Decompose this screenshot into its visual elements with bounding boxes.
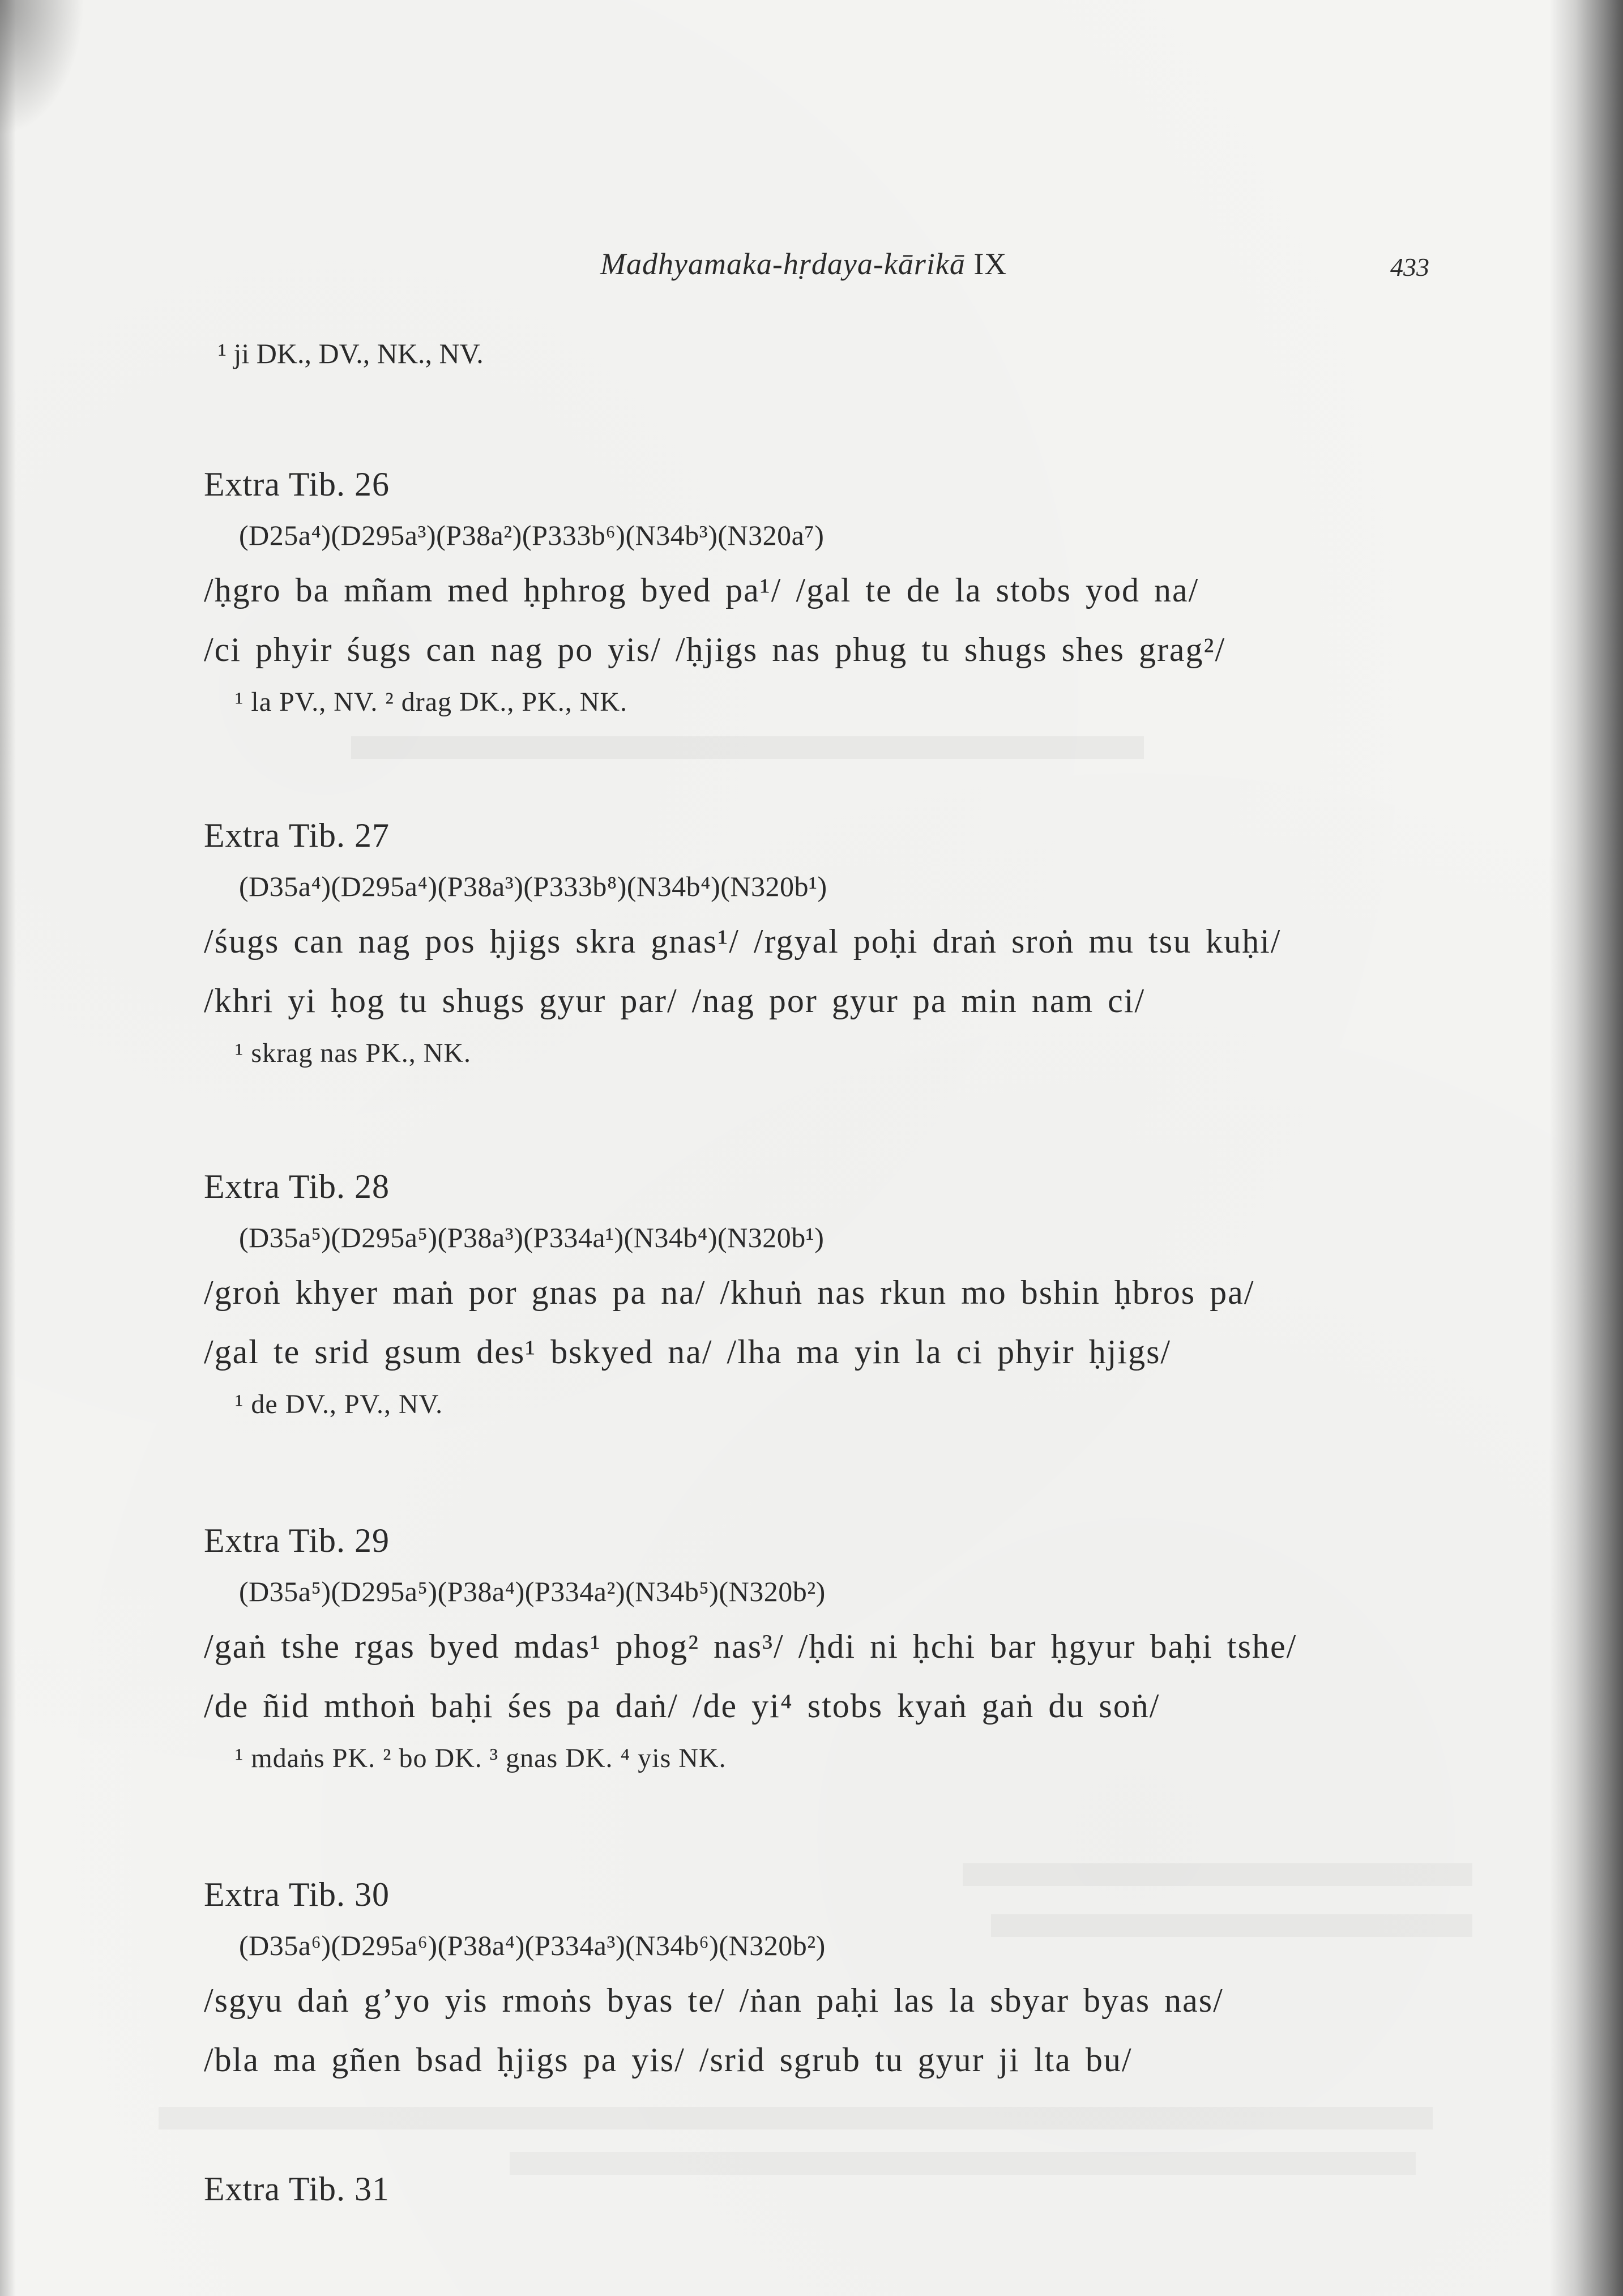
verse-line: /de ñid mthoṅ baḥi śes pa daṅ/ /de yi⁴ stobs kyaṅ gaṅ du soṅ/ bbox=[204, 1687, 1160, 1725]
section-references: (D35a⁵)(D295a⁵)(P38a³)(P334a¹)(N34b⁴)(N320b¹) bbox=[239, 1222, 825, 1253]
verse-line: /gal te srid gsum des¹ bskyed na/ /lha ma yin la ci phyir ḥjigs/ bbox=[204, 1333, 1172, 1371]
verse-line: /gaṅ tshe rgas byed mdas¹ phog² nas³/ /ḥdi ni ḥchi bar ḥgyur baḥi tshe/ bbox=[204, 1628, 1297, 1665]
top-footnote: ¹ ji DK., DV., NK., NV. bbox=[218, 338, 484, 369]
section-heading: Extra Tib. 26 bbox=[204, 466, 390, 503]
page-number: 433 bbox=[1390, 253, 1429, 281]
show-through-4 bbox=[159, 2107, 1433, 2129]
section-extra-tib-30 bbox=[204, 1869, 1506, 2090]
section-footnote: ¹ skrag nas PK., NK. bbox=[235, 1038, 472, 1068]
section-extra-tib-27 bbox=[204, 810, 1506, 1082]
section-references: (D25a⁴)(D295a³)(P38a²)(P333b⁶)(N34b³)(N320a⁷) bbox=[239, 519, 825, 551]
verse-line: /ci phyir śugs can nag po yis/ /ḥjigs nas phug tu shugs shes grag²/ bbox=[204, 631, 1226, 668]
section-footnote: ¹ la PV., NV. ² drag DK., PK., NK. bbox=[235, 687, 628, 717]
section-extra-tib-26 bbox=[204, 459, 1506, 731]
section-heading: Extra Tib. 27 bbox=[204, 817, 390, 854]
running-head bbox=[600, 246, 1007, 281]
section-heading: Extra Tib. 29 bbox=[204, 1522, 390, 1559]
section-heading: Extra Tib. 28 bbox=[204, 1168, 390, 1205]
verse-line: /khri yi ḥog tu shugs gyur par/ /nag por gyur pa min nam ci/ bbox=[204, 982, 1146, 1019]
verse-line: /sgyu daṅ g’yo yis rmoṅs byas te/ /ṅan paḥi las la sbyar byas nas/ bbox=[204, 1982, 1224, 2019]
section-footnote: ¹ mdaṅs PK. ² bo DK. ³ gnas DK. ⁴ yis NK. bbox=[235, 1743, 727, 1773]
section-extra-tib-31 bbox=[204, 2163, 1506, 2214]
verse-line: /śugs can nag pos ḥjigs skra gnas¹/ /rgyal poḥi draṅ sroṅ mu tsu kuḥi/ bbox=[204, 923, 1282, 960]
running-head-title: Madhyamaka-hṛdaya-kārikā bbox=[600, 247, 966, 281]
section-heading: Extra Tib. 30 bbox=[204, 1876, 390, 1913]
section-extra-tib-29 bbox=[204, 1515, 1506, 1787]
verse-line: /groṅ khyer maṅ por gnas pa na/ /khuṅ nas rkun mo bshin ḥbros pa/ bbox=[204, 1274, 1255, 1311]
section-heading: Extra Tib. 31 bbox=[204, 2170, 390, 2208]
scan-shadow-right bbox=[1549, 0, 1623, 2296]
verse-line: /ḥgro ba mñam med ḥphrog byed pa¹/ /gal te de la stobs yod na/ bbox=[204, 571, 1199, 609]
section-footnote: ¹ de DV., PV., NV. bbox=[235, 1389, 443, 1419]
running-head-numeral: IX bbox=[973, 247, 1007, 281]
scan-shadow-corner bbox=[0, 0, 85, 136]
scan-shadow-left bbox=[0, 0, 16, 2296]
section-references: (D35a⁵)(D295a⁵)(P38a⁴)(P334a²)(N34b⁵)(N320b²) bbox=[239, 1576, 826, 1607]
section-extra-tib-28 bbox=[204, 1161, 1506, 1433]
show-through-1 bbox=[351, 736, 1144, 759]
section-references: (D35a⁴)(D295a⁴)(P38a³)(P333b⁸)(N34b⁴)(N320b¹) bbox=[239, 870, 827, 902]
verse-line: /bla ma gñen bsad ḥjigs pa yis/ /srid sgrub tu gyur ji lta bu/ bbox=[204, 2041, 1133, 2079]
section-references: (D35a⁶)(D295a⁶)(P38a⁴)(P334a³)(N34b⁶)(N320b²) bbox=[239, 1930, 826, 1961]
